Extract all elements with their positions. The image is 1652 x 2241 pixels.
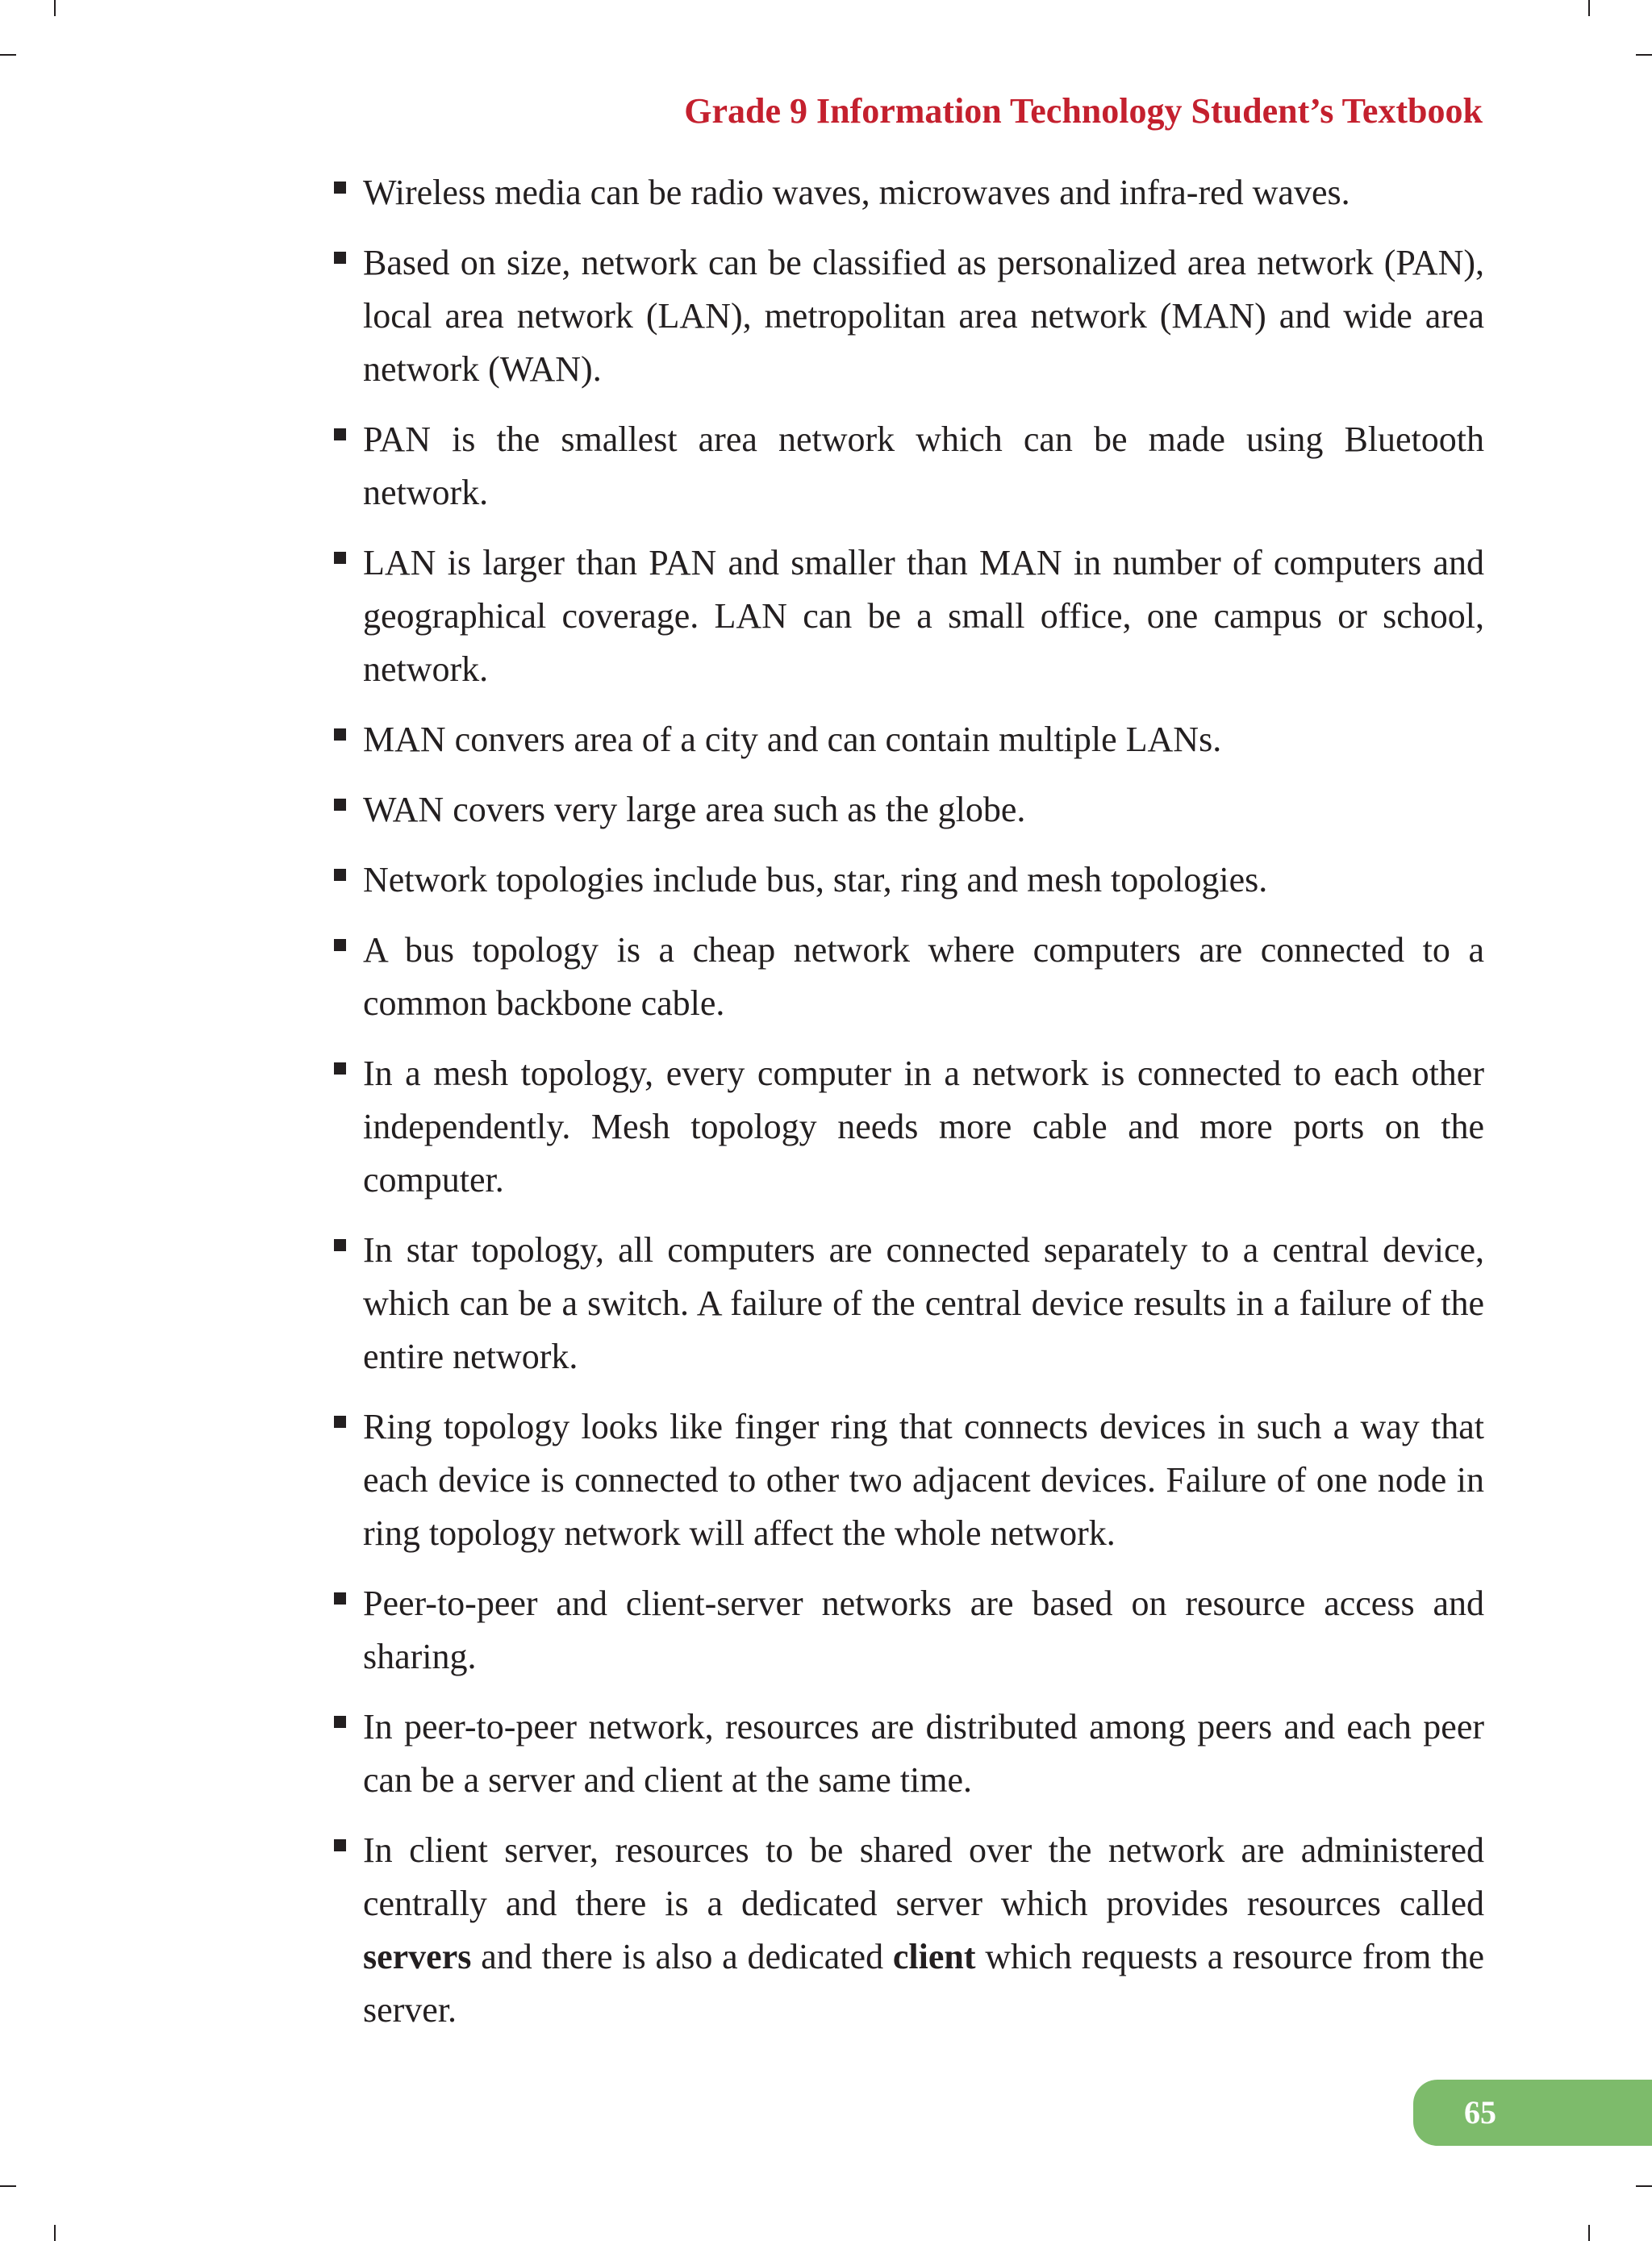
list-item	[329, 413, 1484, 520]
list-item-text: Ring topology looks like finger ring that connects devices in such a way that each device is connected to other two adjacent devices. Failure of one node in ring topology network will affect the whole network.	[363, 1407, 1484, 1553]
list-item	[329, 1047, 1484, 1207]
list-item-text: Based on size, network can be classified as personalized area network (PAN), local area network (LAN), metropolitan area network (MAN) and wide area network (WAN).	[363, 243, 1484, 389]
list-item	[329, 536, 1484, 696]
list-item-text: PAN is the smallest area network which can be made using Bluetooth network.	[363, 419, 1484, 512]
list-item	[329, 1701, 1484, 1807]
list-item	[329, 1224, 1484, 1383]
list-item-text: Peer-to-peer and client-server networks are based on resource access and sharing.	[363, 1584, 1484, 1676]
list-item-text: Network topologies include bus, star, ring and mesh topologies.	[363, 860, 1268, 899]
square-bullet-icon	[334, 1416, 346, 1428]
list-item-text: In star topology, all computers are connected separately to a central device, which can be a switch. A failure of the central device results in a failure of the entire network.	[363, 1230, 1484, 1376]
list-item-text: MAN convers area of a city and can contain multiple LANs.	[363, 720, 1222, 759]
square-bullet-icon	[334, 939, 346, 951]
square-bullet-icon	[334, 252, 346, 264]
text-segment: which requests a resource from the server.	[363, 1937, 1484, 2030]
list-item	[329, 1577, 1484, 1684]
list-item	[329, 1400, 1484, 1560]
list-item	[329, 924, 1484, 1030]
bold-term-servers: servers	[363, 1937, 472, 1976]
crop-mark-top-right	[1588, 0, 1590, 16]
text-segment: and there is also a dedicated	[471, 1937, 893, 1976]
square-bullet-icon	[334, 552, 346, 564]
list-item	[329, 853, 1484, 907]
square-bullet-icon	[334, 182, 346, 194]
page-number: 65	[1464, 2094, 1496, 2130]
bold-term-client: client	[892, 1937, 976, 1976]
list-item	[329, 166, 1484, 219]
square-bullet-icon	[334, 1592, 346, 1605]
text-segment: In client server, resources to be shared over the network are administered centrally and there is a dedicated server which provides resources called	[363, 1830, 1484, 1923]
list-item-text: Wireless media can be radio waves, microwaves and infra-red waves.	[363, 173, 1350, 212]
list-item	[329, 783, 1484, 837]
list-item-text: In a mesh topology, every computer in a network is connected to each other independently. Mesh topology needs more cable and more ports on the computer.	[363, 1054, 1484, 1200]
list-item	[329, 713, 1484, 766]
list-item-text: In peer-to-peer network, resources are distributed among peers and each peer can be a server and client at the same time.	[363, 1707, 1484, 1800]
crop-mark-bottom-right	[1588, 2225, 1590, 2241]
crop-mark-right-top	[1636, 54, 1652, 56]
square-bullet-icon	[334, 799, 346, 811]
square-bullet-icon	[334, 1716, 346, 1728]
running-header: Grade 9 Information Technology Student’s Textbook	[684, 91, 1483, 131]
list-item	[329, 236, 1484, 396]
list-item	[329, 1824, 1484, 2037]
list-item-text: A bus topology is a cheap network where computers are connected to a common backbone cable.	[363, 930, 1484, 1023]
crop-mark-left-top	[0, 54, 16, 56]
crop-mark-right-bottom	[1636, 2185, 1652, 2187]
crop-mark-left-bottom	[0, 2185, 16, 2187]
list-item-text: WAN covers very large area such as the globe.	[363, 790, 1026, 829]
crop-mark-bottom-left	[54, 2225, 56, 2241]
square-bullet-icon	[334, 1839, 346, 1851]
list-item-text: LAN is larger than PAN and smaller than MAN in number of computers and geographical coverage. LAN can be a small office, one campus or school, network.	[363, 543, 1484, 689]
square-bullet-icon	[334, 869, 346, 881]
square-bullet-icon	[334, 1062, 346, 1075]
crop-mark-top-left	[54, 0, 56, 16]
list-item-text	[363, 1824, 1484, 2037]
summary-bullet-list	[329, 166, 1484, 2054]
square-bullet-icon	[334, 728, 346, 741]
square-bullet-icon	[334, 1239, 346, 1251]
square-bullet-icon	[334, 428, 346, 440]
